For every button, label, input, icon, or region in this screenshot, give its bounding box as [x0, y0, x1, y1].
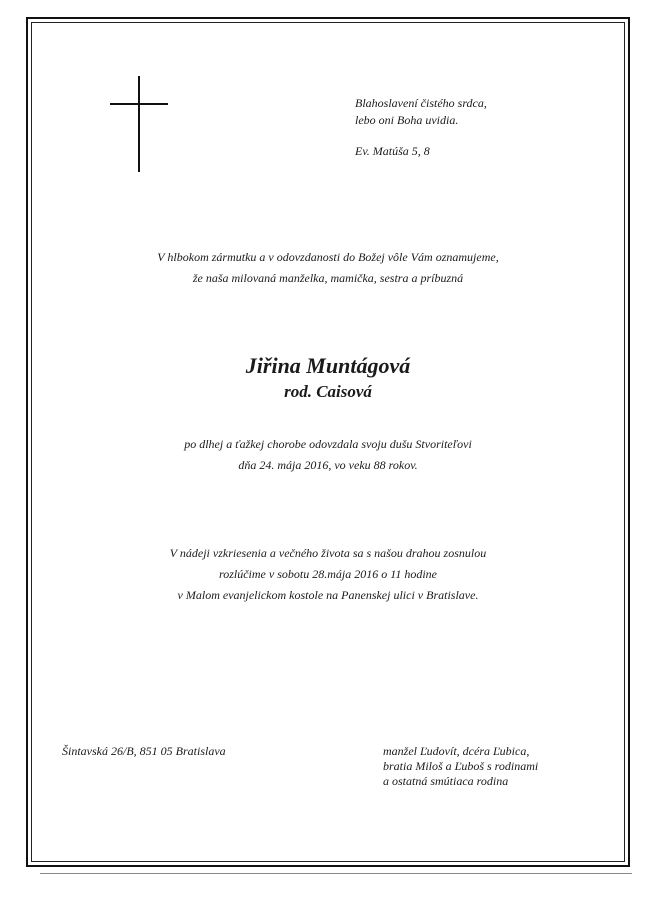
verse-line-2: lebo oni Boha uvidia.	[355, 113, 459, 127]
death-line-1: po dlhej a ťažkej chorobe odovzdala svoju dušu Stvoriteľovi	[184, 437, 472, 451]
deceased-name: Jiřina Muntágová	[245, 353, 411, 378]
intro-line-2: že naša milovaná manželka, mamička, sestra a príbuzná	[192, 271, 464, 285]
funeral-line-2: rozlúčime v sobotu 28.mája 2016 o 11 hodine	[219, 567, 437, 581]
verse-line-1: Blahoslavení čistého srdca,	[355, 96, 487, 110]
cross-icon-horizontal	[110, 103, 168, 105]
verse-reference: Ev. Matúša 5, 8	[355, 144, 430, 158]
home-address: Šintavská 26/B, 851 05 Bratislava	[62, 744, 226, 758]
funeral-line-3: v Malom evanjelickom kostole na Panenskej ulici v Bratislave.	[177, 588, 479, 602]
funeral-details	[31, 543, 625, 606]
family-line-2: bratia Miloš a Ľuboš s rodinami	[383, 759, 539, 773]
scan-edge-line	[40, 873, 632, 874]
intro-line-1: V hlbokom zármutku a v odovzdanosti do Božej vôle Vám oznamujeme,	[157, 250, 499, 264]
family-line-1: manžel Ľudovít, dcéra Ľubica,	[383, 744, 530, 758]
death-notice	[31, 434, 625, 476]
funeral-line-1: V nádeji vzkriesenia a večného života sa s našou drahou zosnulou	[169, 546, 487, 560]
bible-verse	[355, 95, 487, 160]
mourning-family	[383, 744, 538, 789]
intro-announcement	[31, 247, 625, 289]
cross-icon-vertical	[138, 76, 140, 172]
deceased-maiden-name: rod. Caisová	[284, 382, 372, 401]
family-line-3: a ostatná smútiaca rodina	[383, 774, 509, 788]
death-line-2: dňa 24. mája 2016, vo veku 88 rokov.	[238, 458, 418, 472]
